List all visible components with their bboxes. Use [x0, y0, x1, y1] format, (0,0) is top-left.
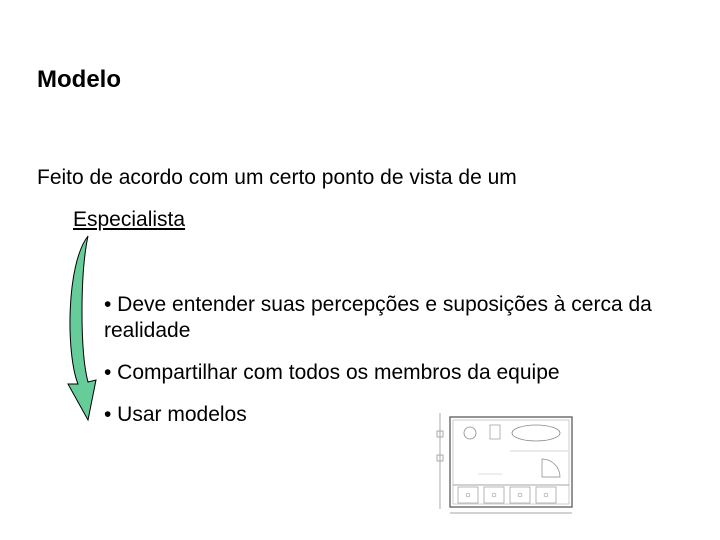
specialist-label: Especialista [73, 208, 186, 231]
curved-arrow-icon [62, 234, 102, 424]
bullet-item: • Usar modelos [104, 403, 247, 426]
bullet-item: • Compartilhar com todos os membros da equipe [104, 361, 560, 384]
intro-text: Feito de acordo com um certo ponto de vista de um [37, 166, 517, 189]
slide-title: Modelo [37, 66, 121, 93]
bullet-list [104, 292, 664, 444]
floor-plan-icon [432, 411, 578, 517]
bullet-item: • Deve entender suas percepções e suposições à cerca da realidade [104, 293, 652, 342]
